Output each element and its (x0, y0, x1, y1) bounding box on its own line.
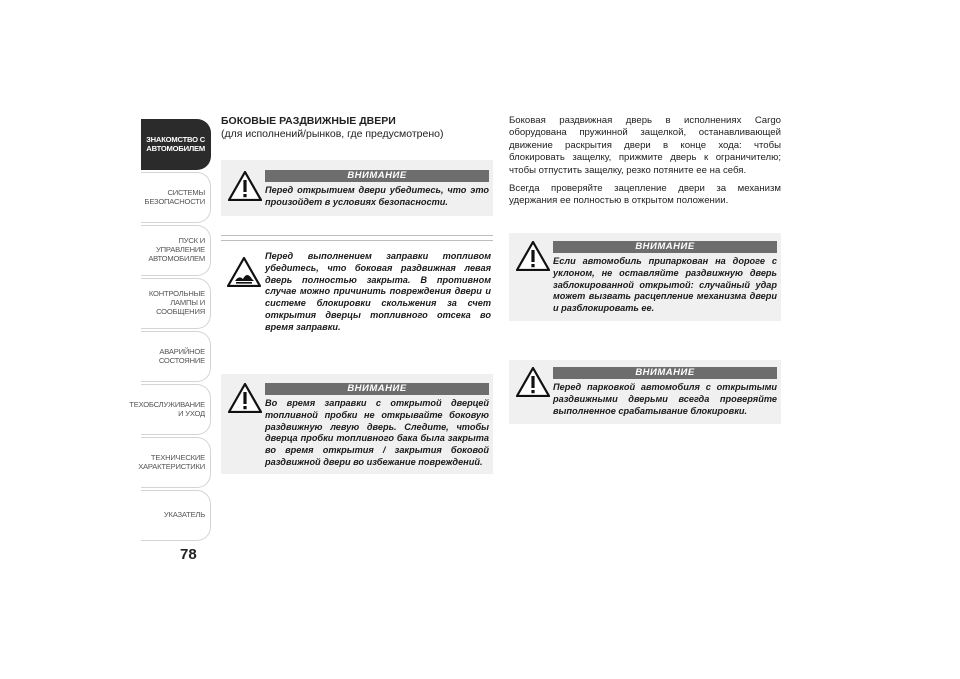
warning-box (221, 374, 493, 474)
warning-text: Перед открытием двери убедитесь, что это произойдет в условиях безопасности. (265, 185, 489, 207)
warning-header: ВНИМАНИЕ (553, 241, 777, 253)
section-title: БОКОВЫЕ РАЗДВИЖНЫЕ ДВЕРИ (221, 115, 396, 127)
section-subtitle: (для исполнений/рынков, где предусмотрено) (221, 128, 444, 140)
warning-header: ВНИМАНИЕ (265, 170, 489, 182)
tab-introduction[interactable] (141, 119, 211, 170)
note-text: Перед выполнением заправки топливом убедитесь, что боковая раздвижная левая дверь полностью закрыта. В противном случае можно причинить повреждения двери и системе блокировки скольжения за счет открытия дверцы топливного отсека во время заправки. (265, 251, 491, 332)
paragraph: Всегда проверяйте зацепление двери за механизм удержания ее полностью в открытом положении. (509, 183, 781, 207)
right-column-text (509, 115, 781, 208)
tab-label: СИСТЕМЫ БЕЗОПАСНОСТИ (144, 187, 205, 206)
warning-triangle-icon (228, 171, 262, 201)
tab-safety-systems[interactable] (141, 172, 211, 223)
tab-label: ТЕХНИЧЕСКИЕ ХАРАКТЕРИСТИКИ (138, 452, 205, 471)
tab-label: ПУСК И УПРАВЛЕНИЕ АВТОМОБИЛЕМ (148, 236, 205, 263)
warning-text: Перед парковкой автомобиля с открытыми раздвижными дверьми всегда проверяйте выполненное срабатывание блокировки. (553, 382, 777, 416)
divider (221, 240, 493, 241)
warning-text: Во время заправки с открытой дверцей топливной пробки не открывайте боковую раздвижную левую дверь. Следите, чтобы дверца пробки топливного бака была закрыта во время открытия / закрытия боковой раздвижной двери во избежание повреждений. (265, 398, 489, 467)
warning-triangle-icon (228, 383, 262, 413)
warning-box (509, 360, 781, 424)
tab-warning-lights[interactable] (141, 278, 211, 329)
page-number: 78 (180, 546, 197, 563)
warning-triangle-icon (516, 241, 550, 271)
warning-box (509, 233, 781, 321)
divider (221, 235, 493, 236)
environment-note (221, 245, 493, 345)
tab-label: ТЕХОБСЛУЖИВАНИЕ И УХОД (129, 399, 205, 418)
tab-emergency[interactable] (141, 331, 211, 382)
warning-text: Если автомобиль припаркован на дороге с уклоном, не оставляйте раздвижную дверь заблокированной открытой: случайный удар может вызвать расцепление механизма двери и разблокировать ее. (553, 256, 777, 314)
tab-index[interactable] (141, 490, 211, 541)
tab-label: УКАЗАТЕЛЬ (163, 510, 205, 520)
warning-box (221, 160, 493, 216)
paragraph: Боковая раздвижная дверь в исполнениях Cargo оборудована пружинной защелкой, останавливающей движение раскрытия двери в конце хода: чтобы блокировать защелку, прижмите дверь к ограничителю; чтобы отпустить защелку, резко потяните ее на себя. (509, 115, 781, 176)
tab-start-and-drive[interactable] (141, 225, 211, 276)
warning-header: ВНИМАНИЕ (553, 367, 777, 379)
tab-label: КОНТРОЛЬНЫЕ ЛАМПЫ И СООБЩЕНИЯ (148, 289, 205, 316)
tab-label: АВАРИЙНОЕ СОСТОЯНИЕ (158, 346, 205, 365)
warning-triangle-icon (516, 367, 550, 397)
warning-header: ВНИМАНИЕ (265, 383, 489, 395)
tab-technical-data[interactable] (138, 437, 211, 488)
tab-maintenance[interactable] (129, 384, 211, 435)
environment-icon (227, 257, 261, 287)
tab-label: ЗНАКОМСТВО С АВТОМОБИЛЕМ (146, 134, 205, 153)
